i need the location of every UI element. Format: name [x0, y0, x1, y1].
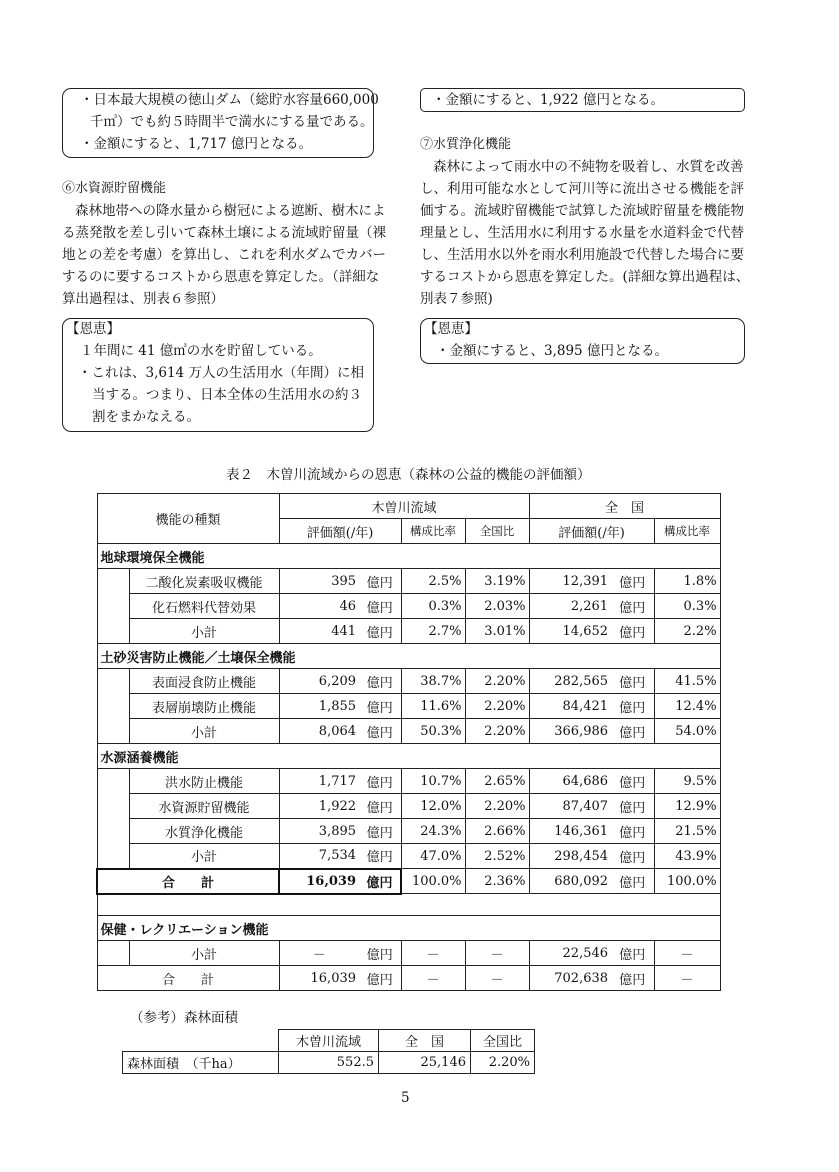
section-header: 地球環境保全機能 — [97, 544, 720, 569]
header-eval-national: 評価額(/年) — [529, 519, 654, 544]
kiso-ratio: 2.5% — [401, 569, 465, 594]
national-value: 12,391 — [529, 569, 611, 594]
vs-national: 2.20% — [465, 669, 529, 694]
text-line: 森林によって雨水中の不純物を吸着し、水質を改善 — [433, 159, 744, 175]
row-label: 小計 — [129, 844, 279, 869]
unit: 億円 — [611, 844, 654, 869]
total-kiso-value: 16,039 — [279, 869, 359, 894]
national-value: 146,361 — [529, 819, 611, 844]
indent-cell — [97, 769, 129, 869]
spacer-row — [97, 894, 720, 916]
ref-empty-header — [123, 1030, 279, 1052]
row-label: 小計 — [129, 619, 279, 644]
text-line: 割をまかなえる。 — [92, 409, 200, 425]
text-line: 千㎥）でも約５時間半で満水にする量である。 — [90, 114, 374, 130]
unit: 億円 — [359, 941, 401, 966]
text-line: る蒸発散を差し引いて森林土壌による流域貯留量（裸 — [62, 225, 386, 241]
unit: 億円 — [611, 569, 654, 594]
unit: 億円 — [359, 594, 401, 619]
section-7-body — [420, 156, 749, 310]
row-label: 化石燃料代替効果 — [129, 594, 279, 619]
unit: 億円 — [359, 694, 401, 719]
kiso-ratio: 12.0% — [401, 794, 465, 819]
national-value: 14,652 — [529, 619, 611, 644]
header-eval: 評価額(/年) — [279, 519, 401, 544]
unit: 億円 — [359, 844, 401, 869]
text-line: 当する。つまり、日本全体の生活用水の約３ — [92, 387, 362, 403]
unit: 億円 — [359, 619, 401, 644]
text-line: し、利用可能な水として河川等に流出させる機能を評 — [420, 181, 744, 197]
ref-header-vs: 全国比 — [471, 1030, 535, 1052]
national-ratio: 43.9% — [654, 844, 720, 869]
vs-national: 3.19% — [465, 569, 529, 594]
unit: 億円 — [611, 619, 654, 644]
text-line: 地との差を考慮）を算出し、これを利水ダムでカバー — [62, 247, 386, 263]
unit: 億円 — [359, 869, 401, 894]
national-value: 84,421 — [529, 694, 611, 719]
right-box-2-text — [424, 318, 668, 362]
indent-cell — [97, 669, 129, 744]
header-ratio: 構成比率 — [401, 519, 465, 544]
text-line: し、生活用水以外を雨水利用施設で代替した場合に要 — [420, 247, 744, 263]
national-value: 2,261 — [529, 594, 611, 619]
row-label: 表層崩壊防止機能 — [129, 694, 279, 719]
national-ratio: 41.5% — [654, 669, 720, 694]
kiso-ratio: 0.3% — [401, 594, 465, 619]
grand-total-kiso-ratio: － — [401, 966, 465, 991]
section-7-title: ⑦水質浄化機能 — [420, 137, 512, 152]
unit: 億円 — [611, 594, 654, 619]
kiso-ratio: 24.3% — [401, 819, 465, 844]
text-line: 理量とし、生活用水に利用する水量を水道料金で代替 — [420, 225, 744, 241]
forest-area-table — [122, 1029, 535, 1074]
text-line: 価する。流域貯留機能で試算した流域貯留量を機能物 — [420, 203, 744, 219]
unit: 億円 — [611, 966, 654, 991]
national-value: 64,686 — [529, 769, 611, 794]
text-line: するコストから恩恵を算定した。(詳細な算出過程は、 — [420, 269, 750, 285]
ref-header-kiso: 木曽川流域 — [279, 1030, 379, 1052]
row-label: 水質浄化機能 — [129, 819, 279, 844]
grand-total-national-ratio: － — [654, 966, 720, 991]
unit: 億円 — [359, 769, 401, 794]
section-6-body — [62, 200, 386, 310]
unit: 億円 — [611, 941, 654, 966]
kiso-value: 1,922 — [279, 794, 359, 819]
unit: 億円 — [359, 719, 401, 744]
grand-total-vs-national: － — [465, 966, 529, 991]
section-6-title: ⑥水資源貯留機能 — [62, 181, 167, 196]
text-line: するのに要するコストから恩恵を算定した。（詳細な — [62, 269, 380, 285]
kiso-value: 441 — [279, 619, 359, 644]
kiso-ratio: 50.3% — [401, 719, 465, 744]
kiso-value: 8,064 — [279, 719, 359, 744]
ref-national-value: 25,146 — [379, 1052, 471, 1074]
text-line: 別表７参照) — [420, 291, 493, 307]
section-header: 水源涵養機能 — [97, 744, 720, 769]
row-label: 二酸化炭素吸収機能 — [129, 569, 279, 594]
national-value: 22,546 — [529, 941, 611, 966]
evaluation-table — [96, 493, 721, 991]
text-line: 森林地帯への降水量から樹冠による遮断、樹木によ — [75, 203, 386, 219]
national-ratio: 54.0% — [654, 719, 720, 744]
kiso-value: 395 — [279, 569, 359, 594]
vs-national: － — [465, 941, 529, 966]
reference-caption: （参考）森林面積 — [130, 1010, 238, 1026]
national-ratio: 1.8% — [654, 569, 720, 594]
header-kiso: 木曽川流域 — [279, 494, 529, 519]
total-label: 合 計 — [97, 869, 279, 894]
section-header: 保健・レクリエーション機能 — [97, 916, 720, 941]
row-label: 小計 — [129, 719, 279, 744]
text-line: 算出過程は、別表６参照） — [62, 291, 224, 307]
kiso-value: 1,717 — [279, 769, 359, 794]
kiso-ratio: 47.0% — [401, 844, 465, 869]
kiso-value: 7,534 — [279, 844, 359, 869]
kiso-ratio: 11.6% — [401, 694, 465, 719]
kiso-ratio: 38.7% — [401, 669, 465, 694]
kiso-ratio: 10.7% — [401, 769, 465, 794]
header-zenkoku: 全 国 — [529, 494, 720, 519]
vs-national: 2.65% — [465, 769, 529, 794]
vs-national: 2.20% — [465, 694, 529, 719]
unit: 億円 — [359, 569, 401, 594]
unit: 億円 — [611, 869, 654, 894]
ref-header-zenkoku: 全 国 — [379, 1030, 471, 1052]
national-ratio: 0.3% — [654, 594, 720, 619]
vs-national: 2.20% — [465, 794, 529, 819]
total-national-value: 680,092 — [529, 869, 611, 894]
national-ratio: 12.9% — [654, 794, 720, 819]
total-national-ratio: 100.0% — [654, 869, 720, 894]
total-kiso-ratio: 100.0% — [401, 869, 465, 894]
ref-vs-value: 2.20% — [471, 1052, 535, 1074]
unit: 億円 — [359, 669, 401, 694]
kiso-value: 46 — [279, 594, 359, 619]
national-ratio: 21.5% — [654, 819, 720, 844]
vs-national: 2.03% — [465, 594, 529, 619]
national-ratio: 12.4% — [654, 694, 720, 719]
table-caption: 表２ 木曽川流域からの恩恵（森林の公益的機能の評価額） — [226, 467, 591, 483]
indent-cell — [97, 941, 129, 966]
section-header: 土砂災害防止機能／土壌保全機能 — [97, 644, 720, 669]
kiso-value: 6,209 — [279, 669, 359, 694]
text-line: ・金額にすると、3,895 億円となる。 — [436, 343, 668, 359]
page-number: 5 — [401, 1090, 410, 1106]
text-line: １年間に 41 億㎥の水を貯留している。 — [80, 343, 322, 359]
row-label: 洪水防止機能 — [129, 769, 279, 794]
box-title: 【恩恵】 — [424, 321, 478, 337]
unit: 億円 — [611, 769, 654, 794]
vs-national: 2.20% — [465, 719, 529, 744]
national-ratio: 2.2% — [654, 619, 720, 644]
national-value: 366,986 — [529, 719, 611, 744]
ref-kiso-value: 552.5 — [279, 1052, 379, 1074]
grand-total-national-value: 702,638 — [529, 966, 611, 991]
kiso-ratio: － — [401, 941, 465, 966]
header-vs-national: 全国比 — [465, 519, 529, 544]
right-box-1-text: ・金額にすると、1,922 億円となる。 — [432, 92, 664, 108]
unit: 億円 — [611, 794, 654, 819]
national-value: 87,407 — [529, 794, 611, 819]
grand-total-label: 合 計 — [97, 966, 279, 991]
kiso-ratio: 2.7% — [401, 619, 465, 644]
unit: 億円 — [611, 694, 654, 719]
left-box-2-text — [66, 318, 364, 428]
kiso-value: 1,855 — [279, 694, 359, 719]
row-label: 水資源貯留機能 — [129, 794, 279, 819]
ref-row-label: 森林面積 （千ha） — [123, 1052, 279, 1074]
unit: 億円 — [611, 719, 654, 744]
national-ratio: － — [654, 941, 720, 966]
vs-national: 2.66% — [465, 819, 529, 844]
row-label: 表面浸食防止機能 — [129, 669, 279, 694]
vs-national: 3.01% — [465, 619, 529, 644]
indent-cell — [97, 569, 129, 644]
text-line: ・これは、3,614 万人の生活用水（年間）に相 — [78, 365, 364, 381]
unit: 億円 — [359, 819, 401, 844]
left-box-1-text — [80, 89, 379, 155]
header-ratio-national: 構成比率 — [654, 519, 720, 544]
unit: 億円 — [359, 966, 401, 991]
total-vs-national: 2.36% — [465, 869, 529, 894]
text-line: ・金額にすると、1,717 億円となる。 — [80, 136, 312, 152]
text-line: ・日本最大規模の徳山ダム（総貯水容量660,000 — [80, 92, 379, 108]
kiso-value: － — [279, 941, 359, 966]
kiso-value: 3,895 — [279, 819, 359, 844]
national-value: 282,565 — [529, 669, 611, 694]
header-function-type: 機能の種類 — [97, 494, 279, 544]
national-ratio: 9.5% — [654, 769, 720, 794]
national-value: 298,454 — [529, 844, 611, 869]
row-label: 小計 — [129, 941, 279, 966]
box-title: 【恩恵】 — [66, 321, 120, 337]
grand-total-kiso-value: 16,039 — [279, 966, 359, 991]
unit: 億円 — [359, 794, 401, 819]
unit: 億円 — [611, 819, 654, 844]
unit: 億円 — [611, 669, 654, 694]
vs-national: 2.52% — [465, 844, 529, 869]
